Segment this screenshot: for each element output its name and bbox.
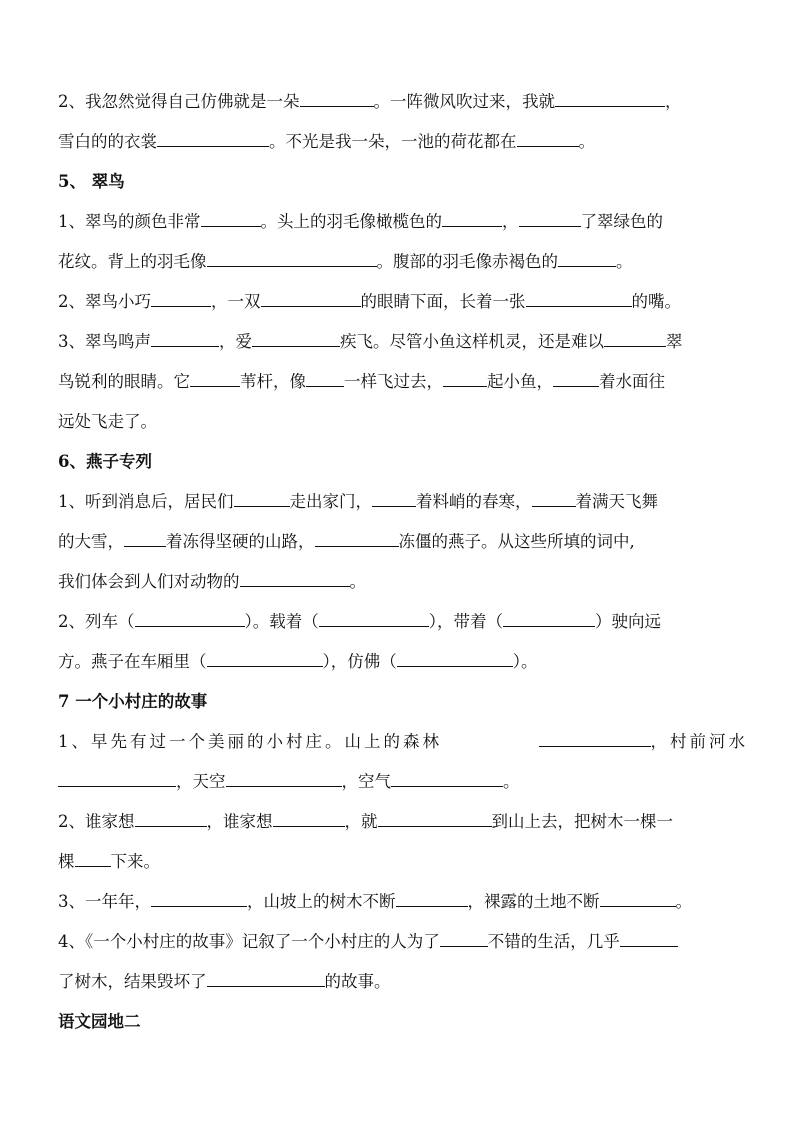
- text: 。: [349, 572, 366, 591]
- blank[interactable]: [526, 290, 632, 307]
- s7-item2-line1: [58, 802, 748, 842]
- text: ），仿佛（: [322, 652, 397, 671]
- s4-item2-line2: [58, 122, 748, 162]
- s7-item4-line2: [58, 962, 748, 1002]
- text: ，裸露的土地不断: [467, 892, 600, 911]
- blank[interactable]: [151, 290, 211, 307]
- blank[interactable]: [58, 770, 176, 787]
- text: ，天空: [176, 772, 226, 791]
- section-5-title: 5、 翠鸟: [58, 172, 125, 191]
- blank[interactable]: [604, 330, 666, 347]
- text: 不错的生活，几乎: [487, 932, 620, 951]
- text: 了翠绿色的: [580, 212, 663, 231]
- text: 着冻得坚硬的山路，: [166, 532, 315, 551]
- blank[interactable]: [442, 210, 502, 227]
- s6-item1-line1: [58, 482, 748, 522]
- text: ，: [665, 92, 682, 111]
- text: 的嘴。: [631, 292, 681, 311]
- text: 棵: [58, 852, 75, 871]
- blank[interactable]: [135, 810, 207, 827]
- section-7-title: 7 一个小村庄的故事: [58, 692, 208, 711]
- text: ，空气: [341, 772, 391, 791]
- blank[interactable]: [157, 130, 269, 147]
- text: 2、列车（: [58, 612, 135, 631]
- text: 方。燕子在车厢里（: [58, 652, 207, 671]
- text: 的故事。: [324, 972, 391, 991]
- blank[interactable]: [503, 610, 595, 627]
- blank-group: [539, 722, 749, 762]
- blank[interactable]: [306, 370, 344, 387]
- s5-item2: [58, 282, 748, 322]
- s5-item3-line3: 远处飞走了。: [58, 412, 157, 431]
- blank[interactable]: [300, 90, 374, 107]
- s6-item2-line1: [58, 602, 748, 642]
- text: 起小鱼，: [487, 372, 553, 391]
- blank[interactable]: [539, 730, 651, 747]
- text: 2、我忽然觉得自己仿佛就是一朵: [58, 92, 300, 111]
- text: 。: [616, 252, 633, 271]
- s4-item2-line1: [58, 82, 748, 122]
- blank[interactable]: [519, 210, 581, 227]
- blank[interactable]: [135, 610, 245, 627]
- blank[interactable]: [75, 850, 111, 867]
- s7-item1-line1: [58, 722, 748, 762]
- s7-item1-line2: [58, 762, 748, 802]
- s7-item2-line2: [58, 842, 748, 882]
- text: ）。载着（: [244, 612, 319, 631]
- text: 。: [578, 132, 595, 151]
- section-6-title: 6、燕子专列: [58, 452, 152, 471]
- text: 4、《一个小村庄的故事》记叙了一个小村庄的人为了: [58, 932, 440, 951]
- text: 着水面往: [599, 372, 665, 391]
- blank[interactable]: [553, 370, 599, 387]
- text: 3、翠鸟鸣声: [58, 332, 151, 351]
- blank[interactable]: [378, 810, 492, 827]
- text: 1、翠鸟的颜色非常: [58, 212, 201, 231]
- text: 1、早先有过一个美丽的小村庄。山上的森林: [58, 732, 442, 751]
- text: 的大雪，: [58, 532, 124, 551]
- text: 2、谁家想: [58, 812, 135, 831]
- text: ）。: [512, 652, 538, 671]
- s6-item2-line2: [58, 642, 748, 682]
- text: 翠: [666, 332, 683, 351]
- blank[interactable]: [261, 290, 361, 307]
- text: ，: [502, 212, 519, 231]
- blank[interactable]: [532, 490, 576, 507]
- s5-item3-line1: [58, 322, 748, 362]
- worksheet: [58, 82, 748, 1042]
- blank[interactable]: [207, 250, 377, 267]
- text: 着满天飞舞: [575, 492, 658, 511]
- s5-item1-line1: [58, 202, 748, 242]
- blank[interactable]: [397, 650, 513, 667]
- blank[interactable]: [151, 890, 247, 907]
- blank[interactable]: [207, 650, 323, 667]
- text: 。腹部的羽毛像赤褐色的: [376, 252, 558, 271]
- text: 1、听到消息后，居民们: [58, 492, 234, 511]
- text: 。头上的羽毛像橄榄色的: [260, 212, 442, 231]
- text: ），带着（: [428, 612, 503, 631]
- blank[interactable]: [600, 890, 676, 907]
- text: 的眼睛下面，长着一张: [360, 292, 526, 311]
- blank[interactable]: [151, 330, 219, 347]
- blank[interactable]: [252, 330, 340, 347]
- text: 雪白的的衣裳: [58, 132, 157, 151]
- text: 2、翠鸟小巧: [58, 292, 151, 311]
- s7-item3: [58, 882, 748, 922]
- s5-item1-line2: [58, 242, 748, 282]
- text: 。一阵微风吹过来，我就: [373, 92, 555, 111]
- blank[interactable]: [240, 570, 350, 587]
- blank[interactable]: [234, 490, 290, 507]
- s7-item4-line1: [58, 922, 748, 962]
- blank[interactable]: [391, 770, 503, 787]
- text: ，山坡上的树木不断: [247, 892, 396, 911]
- text: 下来。: [110, 852, 160, 871]
- blank[interactable]: [558, 250, 616, 267]
- text: ，爱: [219, 332, 252, 351]
- blank[interactable]: [620, 930, 678, 947]
- text: 我们体会到人们对动物的: [58, 572, 240, 591]
- text: 走出家门，: [289, 492, 372, 511]
- blank[interactable]: [396, 890, 468, 907]
- text: ，村前河水: [650, 732, 748, 751]
- text: 疾飞。尽管小鱼这样机灵，还是难以: [340, 332, 604, 351]
- text: ，就: [344, 812, 378, 831]
- section-8-title: 语文园地二: [58, 1012, 141, 1031]
- blank[interactable]: [207, 970, 325, 987]
- blank[interactable]: [372, 490, 416, 507]
- blank[interactable]: [315, 530, 399, 547]
- blank[interactable]: [124, 530, 166, 547]
- text: ，谁家想: [206, 812, 273, 831]
- text: 了树木，结果毁坏了: [58, 972, 207, 991]
- blank[interactable]: [201, 210, 261, 227]
- blank[interactable]: [226, 770, 342, 787]
- text: 一样飞过去，: [344, 372, 443, 391]
- text: 花纹。背上的羽毛像: [58, 252, 207, 271]
- s6-item1-line3: [58, 562, 748, 602]
- text: 着料峭的春寒，: [416, 492, 532, 511]
- s6-item1-line2: [58, 522, 748, 562]
- blank[interactable]: [440, 930, 488, 947]
- blank[interactable]: [273, 810, 345, 827]
- text: 到山上去，把树木一棵一: [491, 812, 673, 831]
- blank[interactable]: [443, 370, 487, 387]
- text: 。: [503, 772, 520, 791]
- s5-item3-line2: [58, 362, 748, 402]
- text: 鸟锐利的眼睛。它: [58, 372, 190, 391]
- blank[interactable]: [555, 90, 665, 107]
- text: 3、一年年，: [58, 892, 151, 911]
- text: 。: [675, 892, 692, 911]
- blank[interactable]: [319, 610, 429, 627]
- text: ，一双: [211, 292, 261, 311]
- blank[interactable]: [190, 370, 240, 387]
- text: 冻僵的燕子。从这些所填的词中,: [398, 532, 635, 551]
- text: 。不光是我一朵，一池的荷花都在: [269, 132, 517, 151]
- text: ）驶向远: [595, 612, 661, 631]
- text: 苇杆，像: [240, 372, 306, 391]
- blank[interactable]: [517, 130, 579, 147]
